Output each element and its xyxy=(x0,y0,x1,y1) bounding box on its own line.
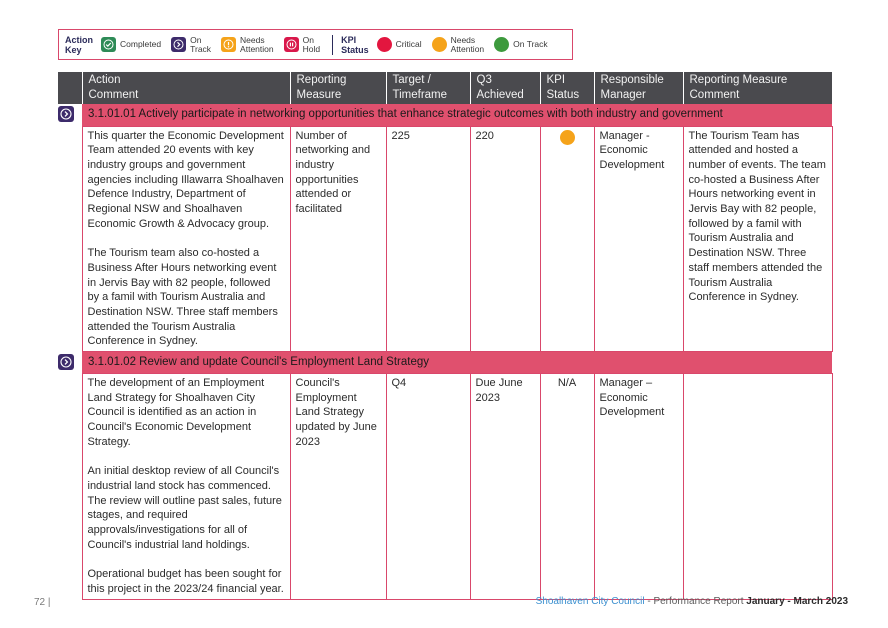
action-comment-cell xyxy=(82,374,290,600)
kpi-status-title-line2: Status xyxy=(341,44,369,55)
kpi-needs-attention-dot-icon xyxy=(432,37,447,52)
action-title: 3.1.01.01 Actively participate in networking opportunities that enhance strategic outcomes with both industry and government xyxy=(82,104,832,126)
reporting-measure-cell: Council's Employment Land Strategy updated by June 2023 xyxy=(290,374,386,600)
on-track-icon xyxy=(58,354,74,370)
needs-attention-icon xyxy=(221,37,236,52)
action-comment-paragraph: This quarter the Economic Development Team attended 20 events with key industry groups and government agencies including Illawarra Shoalhaven Defence Industry, Department of Regional NSW and Shoalhaven Economic Growth & Advocacy group. xyxy=(87,129,284,230)
action-status-cell xyxy=(58,104,82,126)
header-kpi-status-line2: Status xyxy=(546,89,580,101)
needs-attention-label-line1: Needs xyxy=(240,34,265,45)
kpi-status-cell: N/A xyxy=(540,374,594,600)
header-action-comment-line2: Comment xyxy=(88,89,139,101)
target-cell: 225 xyxy=(386,126,470,352)
on-hold-label xyxy=(303,36,320,54)
on-track-icon xyxy=(171,37,186,52)
kpi-status-cell xyxy=(540,126,594,352)
kpi-needs-attention-label-line1: Needs xyxy=(450,34,476,45)
table-header xyxy=(58,72,832,104)
legend-kpi-needs-attention xyxy=(432,36,485,54)
table-row xyxy=(58,374,832,600)
completed-icon xyxy=(101,37,116,52)
action-comment-paragraph: The development of an Employment Land Strategy for Shoalhaven City Council is identified as an action in Council's Economic Development Strategy. xyxy=(87,377,265,448)
action-key-title-line2: Key xyxy=(65,44,82,55)
on-track-icon xyxy=(58,106,74,122)
row-gutter xyxy=(58,126,82,352)
needs-attention-dot-icon xyxy=(560,130,575,145)
action-comment-paragraph: The Tourism team also co-hosted a Business After Hours networking event in Jervis Bay with 82 people, followed by a famil with Tourism Australia and Destination NSW. Three staff members attended the Tourism Australia Conference in Sydney. xyxy=(87,247,278,348)
header-target-line1: Target / xyxy=(392,74,431,86)
header-kpi-status xyxy=(540,72,594,104)
legend xyxy=(58,29,573,60)
needs-attention-label xyxy=(240,36,274,54)
legend-completed xyxy=(101,37,161,52)
responsible-manager-cell: Manager – Economic Development xyxy=(594,374,683,600)
kpi-on-track-label: On Track xyxy=(513,39,548,49)
kpi-on-track-dot-icon xyxy=(494,37,509,52)
reporting-measure-cell: Number of networking and industry opportunities attended or facilitated xyxy=(290,126,386,352)
measure-comment-cell xyxy=(683,374,832,600)
header-gutter xyxy=(58,72,82,104)
action-status-cell xyxy=(58,352,82,374)
action-key-title xyxy=(65,35,93,55)
footer-period: January - March 2023 xyxy=(746,596,848,607)
on-track-label-line2: Track xyxy=(190,43,212,54)
header-target xyxy=(386,72,470,104)
on-hold-icon xyxy=(284,37,299,52)
action-comment-cell xyxy=(82,126,290,352)
responsible-manager-cell: Manager - Economic Development xyxy=(594,126,683,352)
legend-critical xyxy=(377,37,422,52)
page-number: 72 | xyxy=(34,597,51,608)
on-track-label-line1: On xyxy=(190,34,202,45)
header-action-comment xyxy=(82,72,290,104)
action-comment-paragraph: Operational budget has been sought for this project in the 2023/24 financial year. xyxy=(87,568,284,595)
header-target-line2: Timeframe xyxy=(392,89,448,101)
kpi-needs-attention-label xyxy=(451,36,485,54)
on-hold-label-line2: Hold xyxy=(302,43,321,54)
action-title-row xyxy=(58,104,832,126)
action-title: 3.1.01.02 Review and update Council's Employment Land Strategy xyxy=(82,352,832,374)
legend-divider xyxy=(332,35,333,55)
header-action-comment-line1: Action xyxy=(88,74,121,86)
header-achieved-line2: Achieved xyxy=(476,89,524,101)
on-track-label xyxy=(190,36,211,54)
header-measure-comment-line1: Reporting Measure xyxy=(689,74,788,86)
achieved-cell: Due June 2023 xyxy=(470,374,540,600)
legend-on-track xyxy=(171,36,211,54)
kpi-needs-attention-label-line2: Attention xyxy=(450,43,485,54)
legend-needs-attention xyxy=(221,36,274,54)
header-kpi-status-line1: KPI xyxy=(546,74,566,86)
action-comment-paragraph: An initial desktop review of all Council's industrial land stock has commenced. The review will outline past sales, future stages, and required approvals/investigations for all of Council's industrial land holdings. xyxy=(87,465,282,551)
header-measure-comment xyxy=(683,72,832,104)
header-responsible-manager xyxy=(594,72,683,104)
table-row xyxy=(58,126,832,352)
performance-table xyxy=(58,72,833,600)
critical-dot-icon xyxy=(377,37,392,52)
achieved-cell: 220 xyxy=(470,126,540,352)
action-title-row xyxy=(58,352,832,374)
header-reporting-measure-line2: Measure xyxy=(296,89,342,101)
completed-label: Completed xyxy=(120,39,162,49)
header-achieved-line1: Q3 xyxy=(476,74,492,86)
header-responsible-manager-line2: Manager xyxy=(600,89,646,101)
row-gutter xyxy=(58,374,82,600)
header-responsible-manager-line1: Responsible xyxy=(600,74,664,86)
legend-on-hold xyxy=(284,36,320,54)
needs-attention-label-line2: Attention xyxy=(240,43,274,54)
measure-comment-cell: The Tourism Team has attended and hosted a number of events. The team co-hosted a Business After Hours networking event in Jervis Bay with 82 people, followed by a famil with Tourism Australia and Destination NSW. Three staff members attended the Tourism Australia Conference in Sydney. xyxy=(683,126,832,352)
target-cell: Q4 xyxy=(386,374,470,600)
kpi-status-title xyxy=(341,35,369,55)
header-achieved xyxy=(470,72,540,104)
action-key-title-line1: Action xyxy=(65,34,93,45)
critical-label: Critical xyxy=(395,39,422,49)
kpi-status-title-line1: KPI xyxy=(341,34,357,45)
report-footer xyxy=(536,596,848,607)
header-measure-comment-line2: Comment xyxy=(689,89,740,101)
footer-organisation: Shoalhaven City Council xyxy=(535,596,645,607)
footer-report-name: - Performance Report xyxy=(644,596,747,607)
on-hold-label-line1: On xyxy=(302,34,314,45)
header-reporting-measure-line1: Reporting xyxy=(296,74,347,86)
legend-kpi-on-track xyxy=(494,37,547,52)
header-reporting-measure xyxy=(290,72,386,104)
